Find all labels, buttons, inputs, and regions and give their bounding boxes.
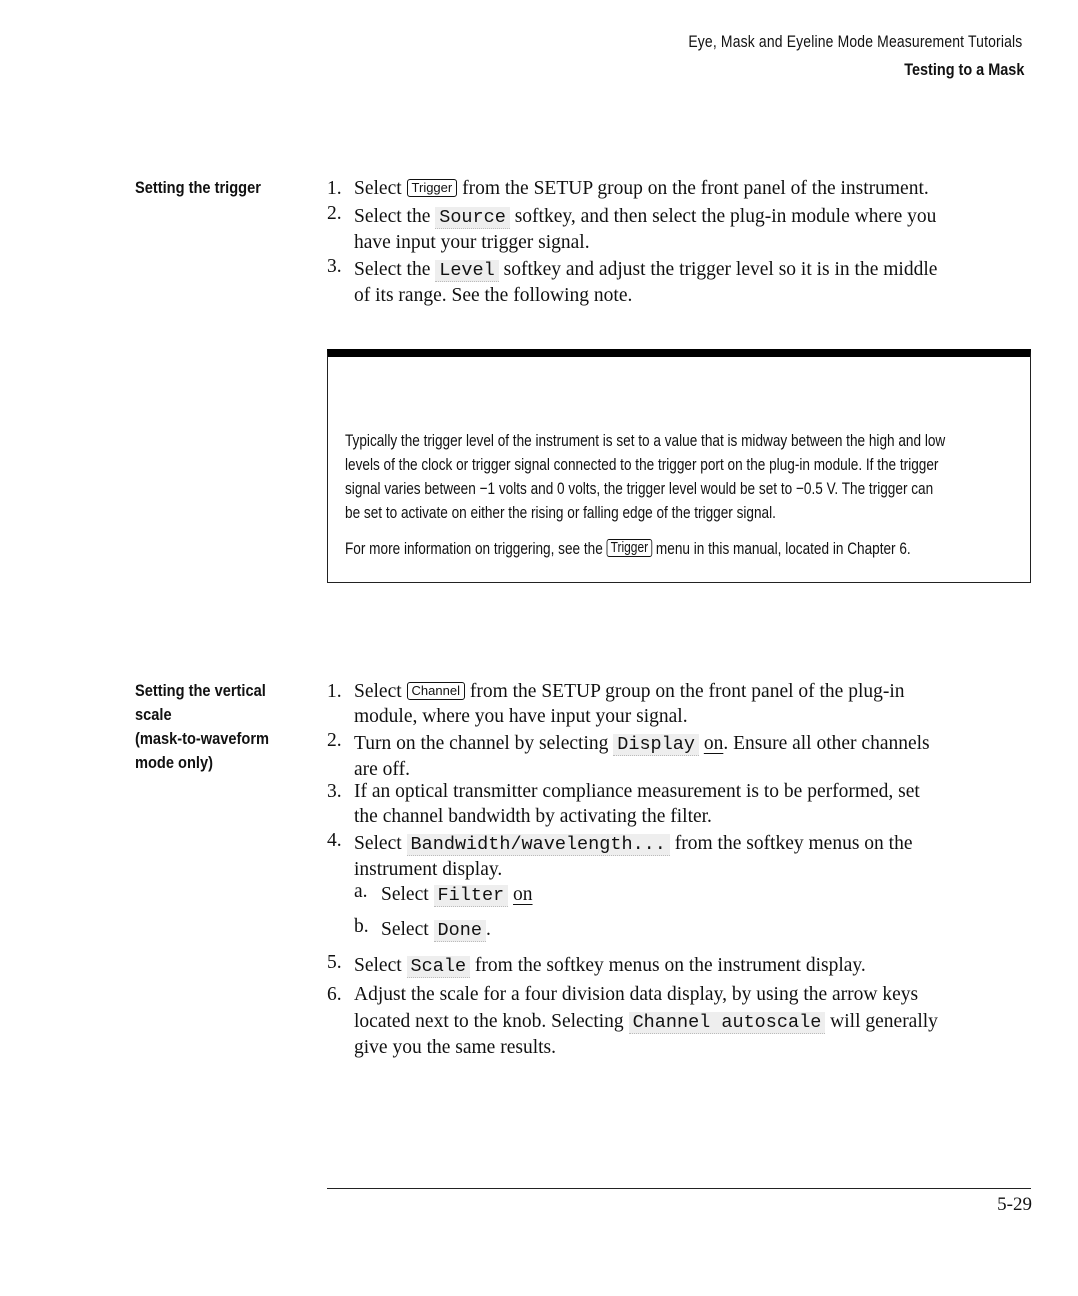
channel-autoscale-softkey: Channel autoscale <box>629 1012 826 1034</box>
note-line: signal varies between −1 volts and 0 volts, the trigger level would be set to −0.5 V. The trigger can <box>345 479 934 498</box>
filter-on-option: on <box>513 884 533 905</box>
page-number: 5-29 <box>997 1194 1032 1215</box>
trigger-hardkey: Trigger <box>407 179 458 197</box>
note-line: levels of the clock or trigger signal connected to the trigger port on the plug-in module. If the trigger <box>345 455 939 474</box>
note-line: Typically the trigger level of the instrument is set to a value that is midway between the high and low <box>345 431 946 450</box>
vertical-step-1: 1. Select Channel from the SETUP group on the front panel of the plug-in module, where you have input your signal. <box>327 681 905 727</box>
side-heading-vertical-scale: Setting the vertical scale (mask-to-waveform mode only) <box>135 681 270 772</box>
source-softkey: Source <box>435 207 510 229</box>
vertical-substep-b: b. Select Done . <box>354 916 491 941</box>
scale-softkey: Scale <box>407 956 471 978</box>
vertical-step-5: 5. Select Scale from the softkey menus on the instrument display. <box>327 952 866 977</box>
vertical-substep-a: a. Select Filter on <box>354 881 533 906</box>
note-text <box>345 429 1025 561</box>
vertical-step-6: 6. Adjust the scale for a four division data display, by using the arrow keys located next to the knob. Selecting Channel autoscale will generally give you the same results. <box>327 984 938 1058</box>
running-header-chapter: Eye, Mask and Eyeline Mode Measurement Tutorials <box>687 32 1022 51</box>
vertical-step-3: 3. If an optical transmitter compliance measurement is to be performed, set the channel bandwidth by activating the filter. <box>327 781 920 827</box>
level-softkey: Level <box>435 260 499 282</box>
trigger-step-2: 2. Select the Source softkey, and then select the plug-in module where you have input your trigger signal. <box>327 203 937 253</box>
trigger-hardkey: Trigger <box>607 539 653 557</box>
display-on-option: on <box>703 733 724 754</box>
note-line: be set to activate on either the rising or falling edge of the trigger signal. <box>345 503 776 522</box>
vertical-step-4: 4. Select Bandwidth/wavelength... from the softkey menus on the instrument display. <box>327 830 913 880</box>
trigger-step-1: 1. Select Trigger from the SETUP group on the front panel of the instrument. <box>327 178 929 199</box>
running-header-section: Testing to a Mask <box>903 60 1024 79</box>
note-box <box>327 349 1031 583</box>
channel-hardkey: Channel <box>407 682 465 700</box>
trigger-step-3: 3. Select the Level softkey and adjust the trigger level so it is in the middle of its range. See the following note. <box>327 256 938 306</box>
done-softkey: Done <box>434 920 486 942</box>
vertical-step-2: 2. Turn on the channel by selecting Display on. Ensure all other channels are off. <box>327 730 930 780</box>
note-more-info: For more information on triggering, see the Trigger menu in this manual, located in Chapter 6. <box>345 539 911 558</box>
filter-softkey: Filter <box>434 885 509 907</box>
bandwidth-wavelength-softkey: Bandwidth/wavelength... <box>407 834 670 856</box>
side-heading-trigger: Setting the trigger <box>135 178 261 197</box>
display-softkey: Display <box>613 734 699 756</box>
footer-rule <box>327 1188 1031 1189</box>
